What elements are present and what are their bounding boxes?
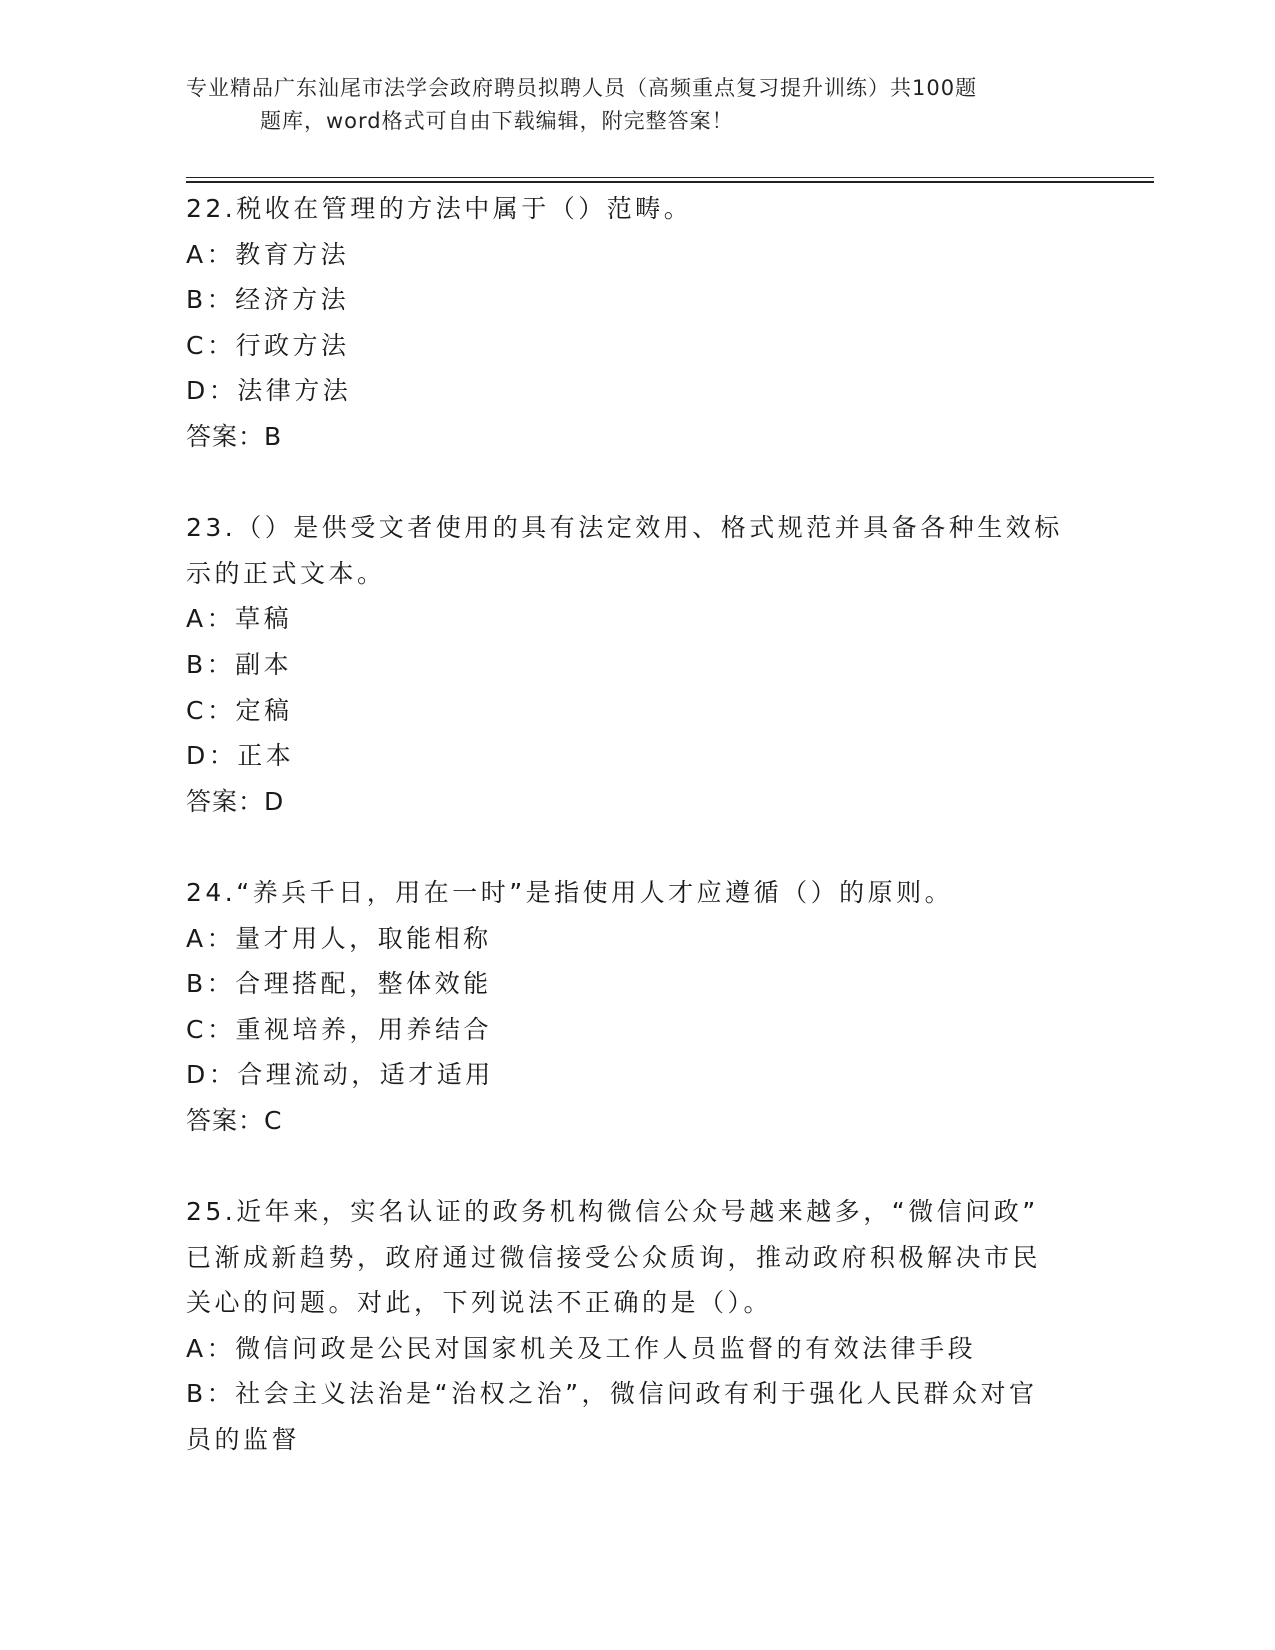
document-header: [186, 72, 1086, 138]
header-title-line-2: 题库，word格式可自由下载编辑，附完整答案！: [260, 109, 734, 133]
option-a: A：微信问政是公民对国家机关及工作人员监督的有效法律手段: [186, 1333, 977, 1363]
option-a: A：草稿: [186, 604, 293, 634]
question-block: [186, 186, 1086, 460]
question-stem: 23.（）是供受文者使用的具有法定效用、格式规范并具备各种生效标: [186, 513, 1063, 543]
question-stem: 25.近年来，实名认证的政务机构微信公众号越来越多，“微信问政”: [186, 1197, 1039, 1227]
option-b-continued: 员的监督: [186, 1425, 301, 1455]
question-stem-continued: 已渐成新趋势，政府通过微信接受公众质询，推动政府积极解决市民: [186, 1242, 1042, 1272]
option-b: B：合理搭配，整体效能: [186, 969, 492, 999]
question-stem: 22.税收在管理的方法中属于（）范畴。: [186, 194, 693, 223]
option-a: A：教育方法: [186, 239, 350, 269]
option-a: A：量才用人，取能相称: [186, 923, 492, 953]
option-b: B：副本: [186, 649, 293, 679]
question-stem-continued: 关心的问题。对此，下列说法不正确的是（）。: [186, 1288, 773, 1318]
question-spacer: [186, 824, 1086, 870]
option-c: C：重视培养，用养结合: [186, 1014, 492, 1044]
question-spacer: [186, 1143, 1086, 1189]
answer-line: 答案：B: [186, 421, 283, 451]
answer-line: 答案：C: [186, 1105, 283, 1135]
header-title-line-1: 专业精品广东汕尾市法学会政府聘员拟聘人员（高频重点复习提升训练）共100题: [186, 76, 978, 100]
question-list: [186, 186, 1086, 1463]
question-block: [186, 870, 1086, 1144]
question-stem-continued: 示的正式文本。: [186, 558, 386, 588]
header-rule-thin: [186, 177, 1154, 178]
option-d: D：正本: [186, 741, 295, 771]
option-d: D：法律方法: [186, 376, 352, 406]
option-b: B：社会主义法治是“治权之治”，微信问政有利于强化人民群众对官: [186, 1379, 1038, 1409]
option-c: C：定稿: [186, 695, 293, 725]
question-stem: 24.“养兵千日，用在一时”是指使用人才应遵循（）的原则。: [186, 877, 954, 907]
question-spacer: [186, 460, 1086, 506]
option-b: B：经济方法: [186, 285, 350, 315]
header-rule-thick: [186, 181, 1154, 183]
option-d: D：合理流动，适才适用: [186, 1060, 494, 1090]
answer-line: 答案：D: [186, 786, 285, 816]
question-block: [186, 505, 1086, 824]
question-block: [186, 1189, 1086, 1463]
option-c: C：行政方法: [186, 330, 350, 360]
